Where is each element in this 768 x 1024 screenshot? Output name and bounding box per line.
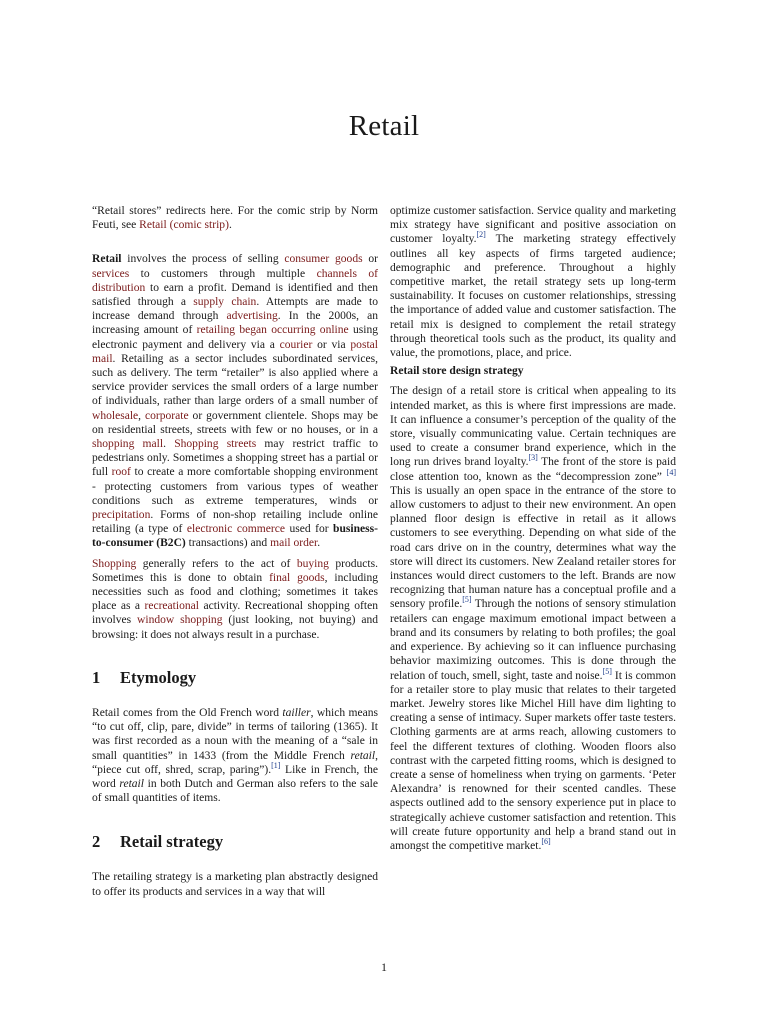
intro-text: to create a more comfortable shopping environment - protecting customers from various types of weather conditions such as extreme temperatures, winds or — [92, 466, 378, 507]
hatnote-end: . — [228, 219, 232, 232]
link-corporate[interactable]: corporate — [145, 409, 189, 422]
intro-text: . — [163, 438, 175, 451]
intro-bold-b2c: business-to-consumer (B2C) — [92, 523, 378, 550]
link-final-goods[interactable]: final goods — [269, 571, 325, 584]
subsection-heading-store-design: Retail store design strategy — [390, 365, 524, 378]
section-title: Retail strategy — [120, 832, 224, 852]
shopping-text: generally refers to the act of — [136, 557, 297, 570]
intro-text: or — [362, 253, 378, 266]
intro-text: or government clientele. Shops may be on residential streets, streets with few or no houses, or in a — [92, 409, 378, 436]
page-title: Retail — [348, 110, 420, 142]
link-consumer-goods[interactable]: consumer goods — [284, 253, 363, 266]
link-channels-of-distribution[interactable]: channels of distribution — [92, 267, 379, 294]
intro-text: , — [138, 409, 145, 422]
section-heading-retail-strategy — [92, 832, 378, 852]
store-design-text: Through the notions of sensory stimulation retailers can engage maximum emotional impact between a brand and its consumers by relating to both profiles; the goal and experience. By achieving so it can influence purchasing behavior maximizing outcomes. This is done through the relation of touch, smell, sight, taste and noise. — [390, 598, 676, 682]
link-online-retailing[interactable]: retailing began occurring online — [196, 324, 349, 337]
left-column — [92, 204, 378, 899]
link-shopping[interactable]: Shopping — [92, 557, 137, 570]
link-shopping-mall[interactable]: shopping mall — [92, 438, 164, 451]
link-courier[interactable]: courier — [279, 338, 313, 351]
citation-4[interactable]: [4] — [666, 467, 676, 477]
intro-text: used for — [284, 523, 334, 536]
etymology-paragraph — [92, 706, 378, 805]
link-recreational[interactable]: recreational — [144, 600, 199, 613]
intro-text: or via — [312, 338, 351, 351]
etymology-text: , “piece cut off, shred, scrap, paring”). — [92, 749, 378, 776]
intro-text: to customers through multiple — [129, 267, 317, 280]
link-supply-chain[interactable]: supply chain — [193, 296, 257, 309]
citation-5[interactable]: [5] — [462, 595, 472, 605]
intro-bold-retail: Retail — [92, 253, 122, 266]
section-heading-etymology — [92, 668, 378, 688]
intro-text: involves the process of selling — [121, 253, 285, 266]
store-design-paragraph — [390, 384, 676, 853]
citation-2[interactable]: [2] — [476, 230, 486, 240]
section-number: 2 — [92, 832, 101, 852]
etymology-italic: tailler — [282, 706, 311, 719]
intro-text: using electronic payment and delivery via a — [92, 324, 378, 351]
shopping-text: (just looking, not buying) and browsing: it does not always result in a purchase. — [92, 614, 379, 641]
etymology-text: , which means “to cut off, clip, pare, divide” in terms of tailoring (1365). It was first recorded as a noun with the meaning of a “sale in small quantities” in 1433 (from the Middle French — [92, 706, 378, 762]
intro-paragraph — [92, 252, 378, 550]
link-retail-comic-strip[interactable]: Retail (comic strip) — [139, 219, 229, 232]
link-window-shopping[interactable]: window shopping — [137, 614, 223, 627]
strategy-text: optimize customer satisfaction. Service quality and marketing mix strategy have significant and positive association on customer loyalty. — [390, 205, 676, 246]
intro-text: . — [317, 537, 321, 550]
intro-text: . Forms of non-shop retailing include online retailing (a type of — [92, 509, 378, 536]
citation-5b[interactable]: [5] — [602, 666, 612, 676]
shopping-text: , including necessities such as food and clothing; sometimes it takes place as a — [92, 571, 379, 613]
etymology-text: in both Dutch and German also refers to the sale of small quantities of items. — [92, 777, 378, 805]
link-precipitation[interactable]: precipitation — [92, 509, 151, 522]
link-wholesale[interactable]: wholesale — [92, 409, 139, 422]
etymology-text: Retail comes from the Old French word — [92, 706, 283, 719]
intro-text: . Retailing as a sector includes subordinated services, such as delivery. The term “retailer” is also applied where a service provider services the small orders of a large number of individuals, rather than large orders of a small number of — [92, 352, 378, 408]
strategy-paragraph-cont — [390, 204, 676, 360]
store-design-text: It is common for a retailer store to play music that relates to their targeted market. Jewelry stores like Michel Hill have dim lighting to creating a sense of intimacy. Super markets offer taste testers. Clothing garments are at arms reach, allowing customers to feel the different textures of clothing. Wooden floors also contrast with the carpeted fitting rooms, which is designed to create a sense of homeliness when trying on garments. ‘Peter Alexandra’ is renowned for their scented candles. These aspects outlined add to the sensory experience put in place to strategically achieve customer satisfaction and retention. This will create future opportunity and help a brand stand out in amongst the competitive market. — [390, 669, 676, 852]
link-services[interactable]: services — [92, 267, 130, 280]
link-postal-mail[interactable]: postal mail — [92, 338, 378, 365]
intro-text: . Attempts are made to increase demand through — [92, 296, 379, 323]
section-number: 1 — [92, 667, 101, 687]
store-design-text: The design of a retail store is critical when appealing to its intended market, as this is where first impressions are made. It can influence a consumer’s perception of the quality of the store, visually communicating value. Certain techniques are used to create a consumer brand experience, which in the long run drives brand loyalty. — [390, 385, 676, 469]
link-mail-order[interactable]: mail order — [270, 537, 318, 550]
etymology-italic: retail — [119, 777, 144, 790]
citation-1[interactable]: [1] — [271, 760, 281, 770]
link-roof[interactable]: roof — [111, 466, 131, 479]
etymology-italic: retail — [350, 749, 376, 762]
store-design-text: This is usually an open space in the entrance of the store to allow customers to adjust to their new environment. An open planned floor design is effective in retail as it allows customers to see everything. Depending on what side of the road cars drive on in the country, determines what way the store will direct its customers. New Zealand retailer stores for instances would direct customers to the left. Brands are now recognizing that human nature has a conceptual profile and a sensory profile. — [390, 484, 676, 611]
intro-text: transactions) and — [185, 537, 271, 550]
link-electronic-commerce[interactable]: electronic commerce — [186, 523, 285, 536]
right-column — [390, 204, 676, 853]
shopping-text: products. Sometimes this is done to obtain — [92, 557, 379, 584]
store-design-text: The front of the store is paid close attention too, known as the “decompression zone” — [390, 456, 676, 483]
link-shopping-streets[interactable]: Shopping streets — [174, 438, 257, 451]
page-number: 1 — [381, 960, 387, 974]
intro-text: may restrict traffic to pedestrians only. Sometimes a shopping street has a partial or full — [92, 438, 378, 479]
strategy-paragraph-start — [92, 870, 378, 898]
shopping-paragraph — [92, 557, 378, 642]
link-advertising[interactable]: advertising — [226, 310, 278, 323]
citation-6[interactable]: [6] — [541, 837, 551, 847]
link-buying[interactable]: buying — [296, 557, 329, 570]
hatnote-text: “Retail stores” redirects here. For the comic strip by Norm Feuti, see — [92, 205, 378, 232]
citation-3[interactable]: [3] — [528, 453, 538, 463]
intro-text: . In the 2000s, an increasing amount of — [92, 310, 378, 337]
shopping-text: activity. Recreational shopping often involves — [92, 600, 378, 627]
strategy-text: The retailing strategy is a marketing plan abstractly designed to offer its products and services in a way that will — [92, 871, 378, 898]
etymology-text: Like in French, the word — [92, 763, 378, 790]
section-title: Etymology — [120, 667, 197, 687]
strategy-text: The marketing strategy effectively outlines all key aspects of firms targeted audience; demographic and preference. Throughout a highly competitive market, the retail strategy sets up long-term sustainability. It focuses on customer relationships, stressing the importance of added value and customer satisfaction. The retail mix is designed to complement the retail strategy through theoretical tools such as the product, its quality and value, the promotions, place, and price. — [390, 233, 677, 360]
hatnote — [92, 204, 378, 232]
intro-text: to earn a profit. Demand is identified and then satisfied through a — [92, 281, 378, 309]
